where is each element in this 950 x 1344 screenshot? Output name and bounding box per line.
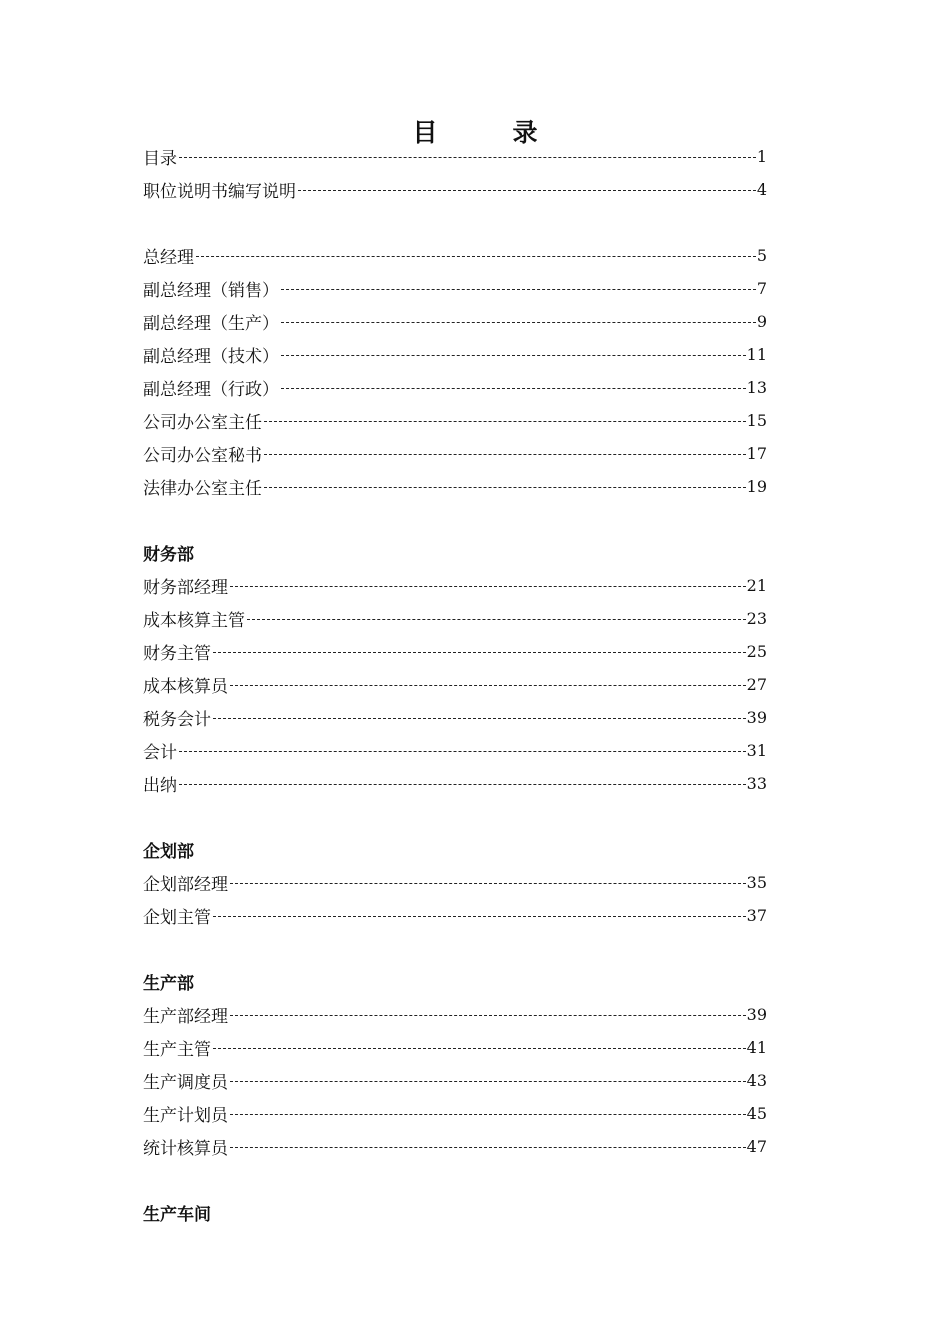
dot-leader [230,586,746,587]
spacer [143,932,767,965]
toc-entry-label: 成本核算员 [143,677,228,697]
table-of-contents [143,140,767,1229]
toc-entry-page: 33 [746,774,767,793]
toc-entry[interactable] [143,338,767,371]
toc-entry-page: 31 [746,741,767,760]
toc-entry-label: 财务部经理 [143,578,228,598]
dot-leader [213,916,746,917]
spacer [143,503,767,536]
toc-entry[interactable] [143,371,767,404]
dot-leader [281,289,756,290]
toc-entry-page: 4 [756,180,767,199]
toc-entry[interactable] [143,239,767,272]
toc-entry[interactable] [143,569,767,602]
toc-entry-page: 25 [746,642,767,661]
toc-entry-label: 生产部经理 [143,1007,228,1027]
dot-leader [179,784,746,785]
page-title: 目 录 [412,118,538,147]
toc-entry-page: 41 [746,1038,767,1057]
toc-entry-page: 37 [746,906,767,925]
toc-entry-label: 副总经理（技术） [143,347,279,367]
toc-entry[interactable] [143,437,767,470]
toc-entry-page: 7 [756,279,767,298]
toc-entry-page: 15 [746,411,767,430]
dot-leader [230,1081,746,1082]
toc-entry-page: 9 [756,312,767,331]
toc-entry[interactable] [143,470,767,503]
toc-entry[interactable] [143,767,767,800]
toc-entry[interactable] [143,899,767,932]
toc-entry[interactable] [143,668,767,701]
toc-entry[interactable] [143,1130,767,1163]
toc-entry[interactable] [143,602,767,635]
toc-entry-label: 目录 [143,149,177,169]
section-heading-production: 生产部 [143,974,194,994]
spacer [143,1163,767,1196]
dot-leader [230,1015,746,1016]
toc-entry-page: 39 [746,708,767,727]
dot-leader [264,487,746,488]
toc-entry[interactable] [143,635,767,668]
toc-entry-label: 税务会计 [143,710,211,730]
toc-entry-page: 21 [746,576,767,595]
toc-entry[interactable] [143,305,767,338]
section-heading-finance: 财务部 [143,545,194,565]
toc-entry-page: 39 [746,1005,767,1024]
toc-entry[interactable] [143,866,767,899]
toc-entry-page: 23 [746,609,767,628]
section-heading-planning: 企划部 [143,842,194,862]
toc-entry-page: 11 [746,345,767,364]
toc-entry[interactable] [143,272,767,305]
toc-entry-label: 统计核算员 [143,1139,228,1159]
toc-entry[interactable] [143,734,767,767]
toc-entry-page: 27 [746,675,767,694]
toc-entry[interactable] [143,1031,767,1064]
toc-entry-label: 生产计划员 [143,1106,228,1126]
dot-leader [247,619,746,620]
toc-entry-page: 43 [746,1071,767,1090]
dot-leader [281,388,746,389]
toc-entry[interactable] [143,1064,767,1097]
dot-leader [213,1048,746,1049]
dot-leader [230,883,746,884]
dot-leader [264,454,746,455]
toc-entry-label: 生产调度员 [143,1073,228,1093]
dot-leader [179,157,756,158]
dot-leader [230,1114,746,1115]
toc-entry-page: 19 [746,477,767,496]
dot-leader [298,190,756,191]
spacer [143,800,767,833]
toc-entry-label: 成本核算主管 [143,611,245,631]
dot-leader [179,751,746,752]
toc-entry[interactable] [143,173,767,206]
toc-entry-label: 企划部经理 [143,875,228,895]
dot-leader [281,322,756,323]
toc-entry-page: 1 [756,147,767,166]
toc-entry-page: 47 [746,1137,767,1156]
toc-entry-label: 副总经理（生产） [143,314,279,334]
dot-leader [213,718,746,719]
toc-entry-page: 17 [746,444,767,463]
toc-entry[interactable] [143,404,767,437]
toc-entry-label: 企划主管 [143,908,211,928]
dot-leader [230,1147,746,1148]
toc-entry-label: 法律办公室主任 [143,479,262,499]
toc-entry-label: 生产主管 [143,1040,211,1060]
toc-entry[interactable] [143,140,767,173]
toc-entry-label: 总经理 [143,248,194,268]
toc-entry-page: 35 [746,873,767,892]
toc-entry-label: 副总经理（销售） [143,281,279,301]
dot-leader [213,652,746,653]
toc-entry-label: 出纳 [143,776,177,796]
toc-entry-page: 13 [746,378,767,397]
toc-entry-page: 5 [756,246,767,265]
spacer [143,206,767,239]
toc-entry-label: 财务主管 [143,644,211,664]
toc-entry[interactable] [143,998,767,1031]
toc-entry-label: 公司办公室主任 [143,413,262,433]
toc-entry[interactable] [143,1097,767,1130]
dot-leader [196,256,756,257]
section-heading-workshop: 生产车间 [143,1205,211,1225]
toc-entry-label: 职位说明书编写说明 [143,182,296,202]
dot-leader [264,421,746,422]
toc-entry-label: 会计 [143,743,177,763]
dot-leader [281,355,746,356]
toc-entry-label: 公司办公室秘书 [143,446,262,466]
toc-entry-label: 副总经理（行政） [143,380,279,400]
toc-entry[interactable] [143,701,767,734]
toc-entry-page: 45 [746,1104,767,1123]
dot-leader [230,685,746,686]
